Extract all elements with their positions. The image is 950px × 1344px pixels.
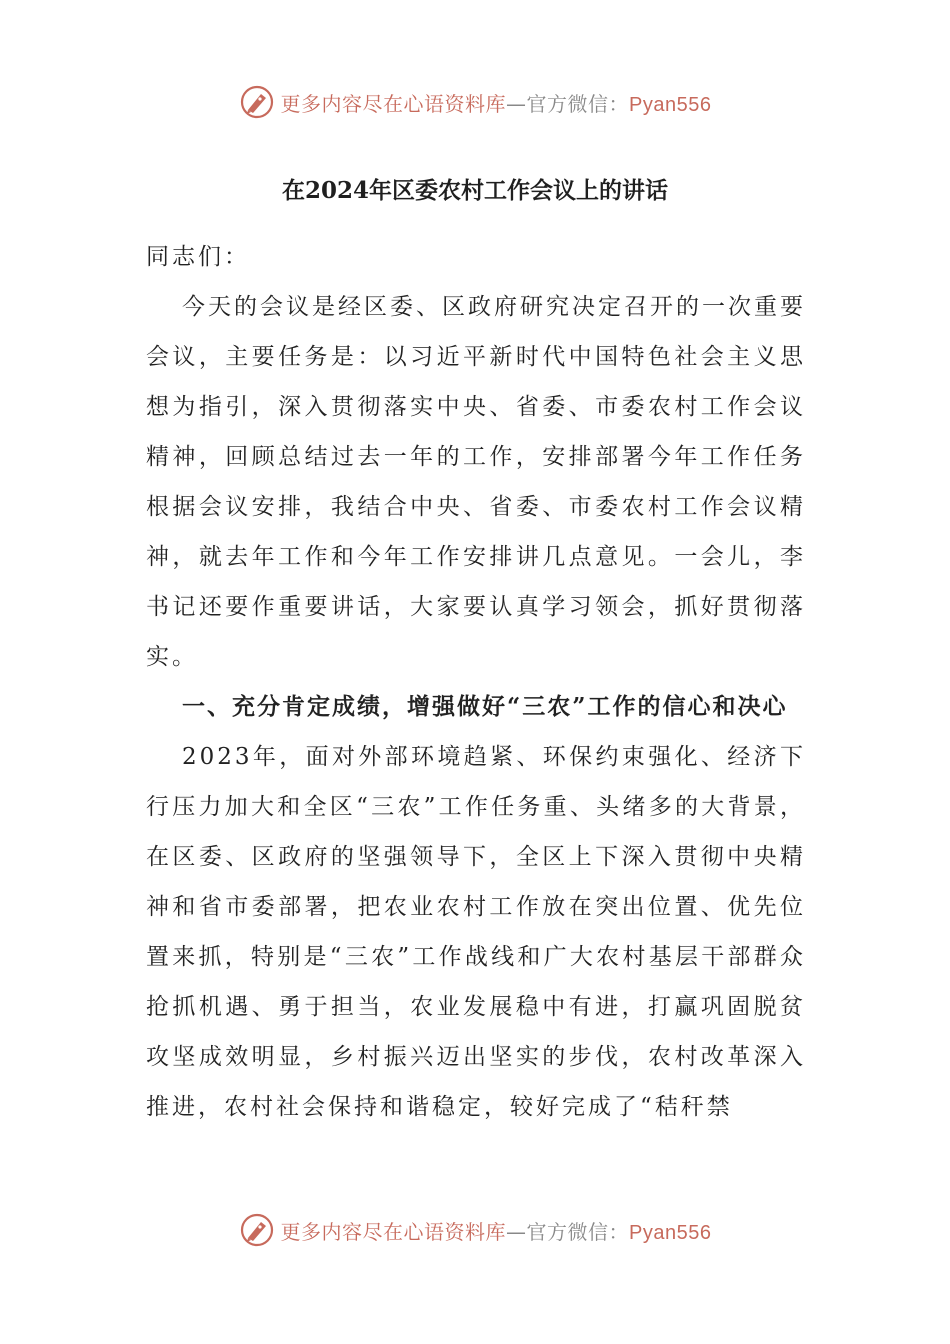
header-banner	[0, 80, 950, 124]
salutation: 同志们：	[146, 244, 250, 270]
paragraph-2023-review: 2023年，面对外部环境趋紧、环保约束强化、经济下行压力加大和全区“三农”工作任务重、头绪多的大背景，在区委、区政府的坚强领导下，全区上下深入贯彻中央精神和省市委部署，把农业农村工作放在突出位置、优先位置来抓，特别是“三农”工作战线和广大农村基层干部群众抢抓机遇、勇于担当，农业发展稳中有进，打赢巩固脱贫攻坚成效明显，乡村振兴迈出坚实的步伐，农村改革深入推进，农村社会保持和谐稳定，较好完成了“秸秆禁	[146, 744, 806, 1120]
pen-nib-logo-icon	[239, 1212, 275, 1248]
banner-wechat-label: 官方微信：	[526, 91, 630, 116]
header-banner-text	[281, 88, 712, 117]
banner-slogan: 更多内容尽在心语资料库	[280, 1219, 507, 1244]
footer-banner-inner	[239, 1212, 712, 1248]
document-title: 在2024年区委农村工作会议上的讲话	[281, 177, 668, 204]
banner-dash: —	[506, 91, 527, 116]
footer-banner	[0, 1208, 950, 1252]
section-heading-1: 一、充分肯定成绩，增强做好“三农”工作的信心和决心	[182, 693, 788, 720]
banner-wechat-id: Pyan556	[629, 1221, 712, 1244]
pen-nib-logo-icon	[239, 84, 275, 120]
footer-banner-text	[281, 1216, 712, 1245]
banner-slogan: 更多内容尽在心语资料库	[280, 91, 507, 116]
header-banner-inner	[239, 84, 712, 120]
banner-dash: —	[506, 1219, 527, 1244]
document-body	[146, 232, 806, 1132]
banner-wechat-id: Pyan556	[629, 93, 712, 116]
banner-wechat-label: 官方微信：	[526, 1219, 630, 1244]
paragraph-intro: 今天的会议是经区委、区政府研究决定召开的一次重要会议，主要任务是：以习近平新时代中国特色社会主义思想为指引，深入贯彻落实中央、省委、市委农村工作会议精神，回顾总结过去一年的工作，安排部署今年工作任务根据会议安排，我结合中央、省委、市委农村工作会议精神，就去年工作和今年工作安排讲几点意见。一会儿，李书记还要作重要讲话，大家要认真学习领会，抓好贯彻落实。	[146, 294, 806, 670]
